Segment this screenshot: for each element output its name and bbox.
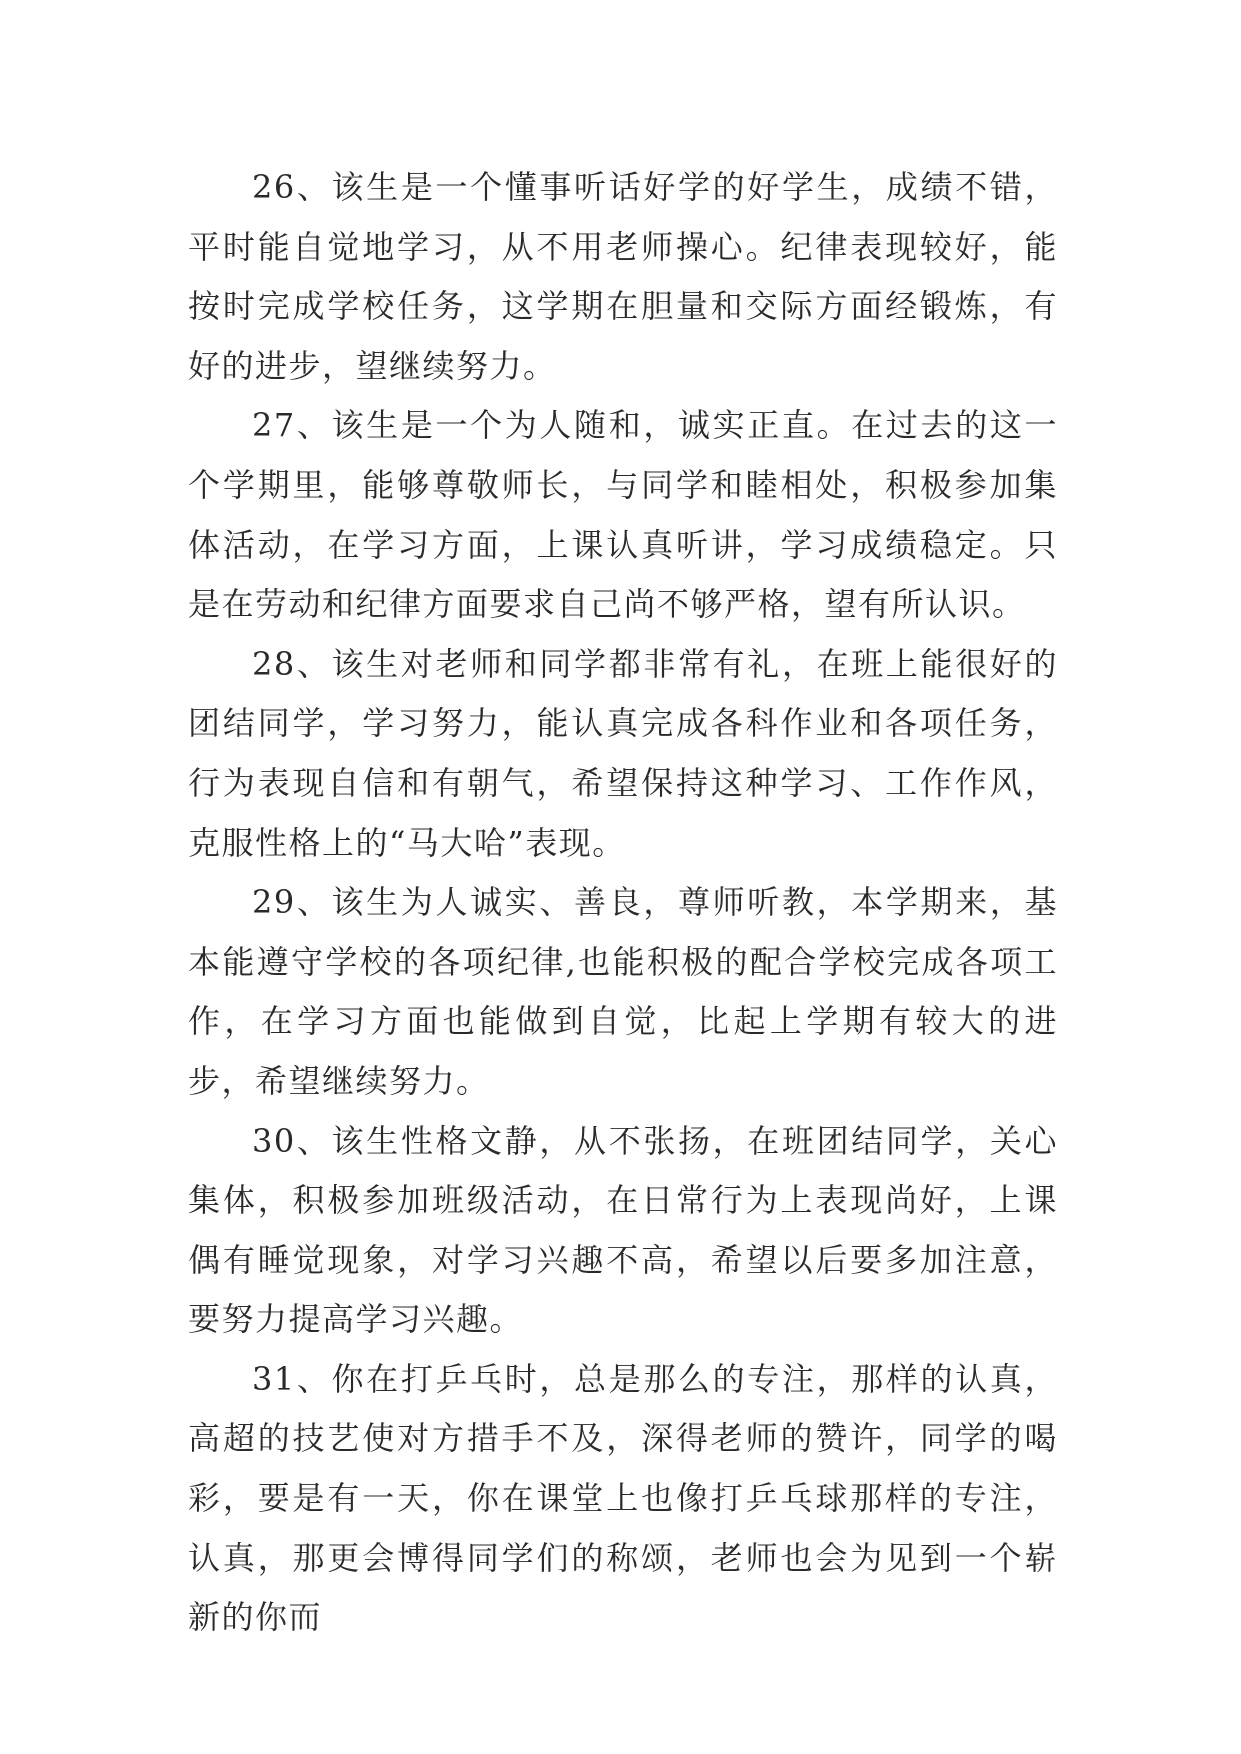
paragraph-26: 26、该生是一个懂事听话好学的好学生，成绩不错，平时能自觉地学习，从不用老师操心。纪律表现较好，能按时完成学校任务，这学期在胆量和交际方面经锻炼，有好的进步，望继续努力。 [188,168,1058,385]
paragraph-31: 31、你在打乒乓时，总是那么的专注，那样的认真，高超的技艺使对方措手不及，深得老师的赞许，同学的喝彩，要是有一天，你在课堂上也像打乒乓球那样的专注，认真，那更会博得同学们的称颂，老师也会为见到一个崭新的你而 [188,1359,1058,1637]
paragraph-30: 30、该生性格文静，从不张扬，在班团结同学，关心集体，积极参加班级活动，在日常行为上表现尚好，上课偶有睡觉现象，对学习兴趣不高，希望以后要多加注意，要努力提高学习兴趣。 [188,1121,1058,1339]
paragraph-28: 28、该生对老师和同学都非常有礼，在班上能很好的团结同学，学习努力，能认真完成各科作业和各项任务，行为表现自信和有朝气，希望保持这种学习、工作作风，克服性格上的“马大哈”表现。 [188,644,1058,862]
paragraph-27: 27、该生是一个为人随和，诚实正直。在过去的这一个学期里，能够尊敬师长，与同学和睦相处，积极参加集体活动，在学习方面，上课认真听讲，学习成绩稳定。只是在劳动和纪律方面要求自己尚不够严格，望有所认识。 [188,406,1058,624]
paragraph-29: 29、该生为人诚实、善良，尊师听教，本学期来，基本能遵守学校的各项纪律,也能积极的配合学校完成各项工作，在学习方面也能做到自觉，比起上学期有较大的进步，希望继续努力。 [188,883,1058,1100]
document-body [188,158,1058,1648]
